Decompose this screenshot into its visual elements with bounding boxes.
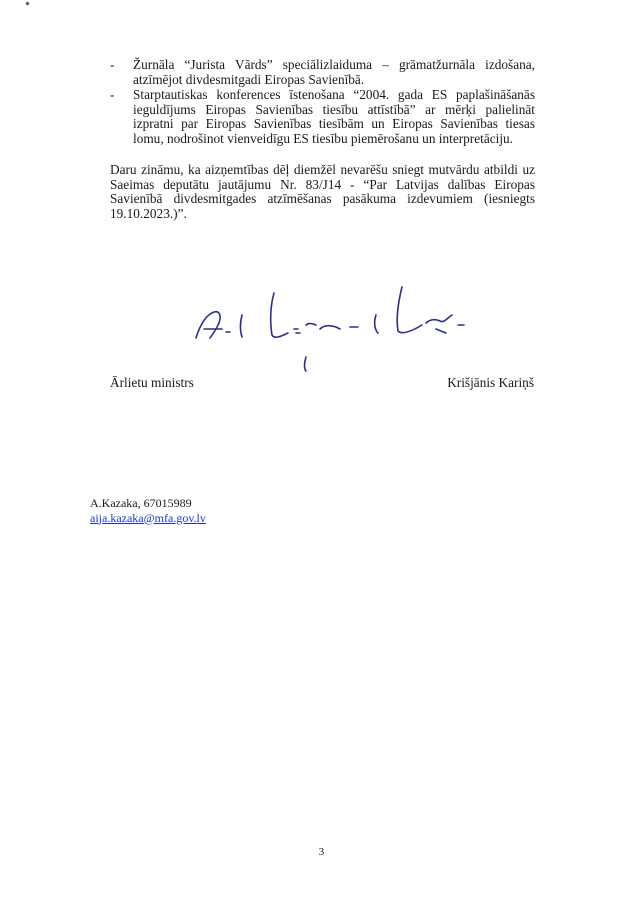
scan-artifact xyxy=(25,1,29,5)
bullet-marker: - xyxy=(110,87,115,103)
handwritten-signature xyxy=(190,285,490,375)
signatory-position: Ārlietu ministrs xyxy=(110,375,194,390)
closing-paragraph xyxy=(110,163,535,221)
list-item xyxy=(110,58,535,87)
page-number: 3 xyxy=(318,846,325,858)
contact-email-link[interactable]: aija.kazaka@mfa.gov.lv xyxy=(90,510,206,525)
bullet-marker: - xyxy=(110,57,115,72)
list-item xyxy=(110,88,535,146)
paragraph-text: Daru zināmu, ka aizņemtības dēļ diemžēl nevarēšu sniegt mutvārdu atbildi uz Saeimas deputātu jautājumu Nr. 83/J14 - “Par Latvijas dalības Eiropas Savienībā divdesmitgades atzīmēšanas pasākuma izdevumiem (iesniegts 19.10.2023.)”. xyxy=(110,162,535,221)
bullet-text: Starptautiskas konferences īstenošana “2004. gada ES paplašināšanās ieguldījums Eiropas Savienības tiesību attīstībā” ar mērķi palielināt izpratni par Eiropas Savienības tiesībām un Eiropas Savienības tiesas lomu, nodrošinot vienveidīgu ES tiesību piemērošanu un interpretāciju. xyxy=(133,87,535,146)
bullet-text: Žurnāla “Jurista Vārds” speciālizlaiduma – grāmatžurnāla izdošana, atzīmējot divdesmitgadi Eiropas Savienībā. xyxy=(133,57,535,87)
contact-block xyxy=(90,496,206,525)
contact-name-phone: A.Kazaka, 67015989 xyxy=(90,496,192,510)
bullet-list xyxy=(110,58,535,148)
signatory-name: Krišjānis Kariņš xyxy=(447,375,534,390)
